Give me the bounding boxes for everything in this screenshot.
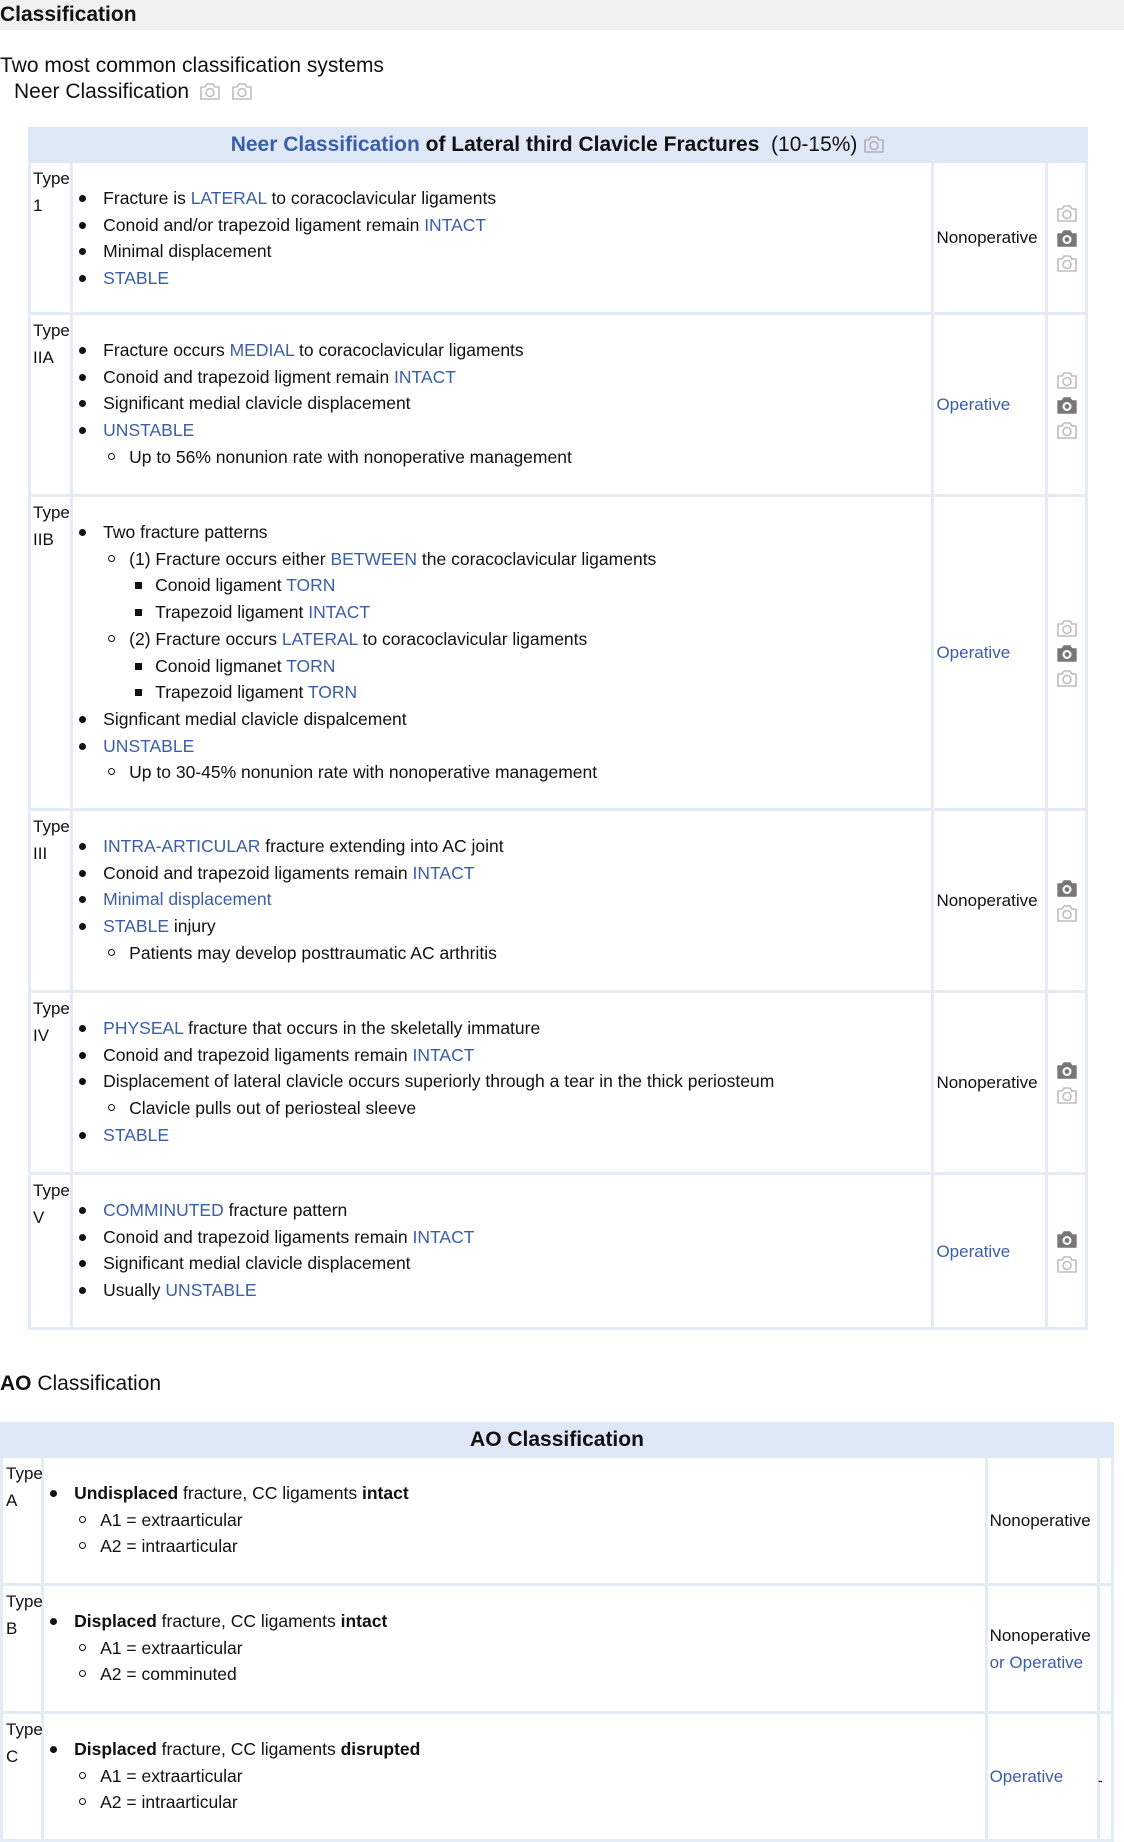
term-link[interactable]: STABLE xyxy=(103,916,169,937)
bullet-list-level-2 xyxy=(103,759,931,786)
camera-icon[interactable] xyxy=(1056,420,1078,440)
treatment-link[interactable]: Operative xyxy=(936,395,1011,414)
table-row xyxy=(30,496,1087,810)
list-item xyxy=(73,265,931,292)
item-text: A1 = extraarticular xyxy=(100,1765,243,1786)
term-link[interactable]: Minimal displacement xyxy=(103,889,272,910)
term-link[interactable]: BETWEEN xyxy=(330,548,418,569)
list-item xyxy=(103,444,931,471)
term-link[interactable]: INTACT xyxy=(424,214,487,235)
item-text: injury xyxy=(169,916,216,937)
list-item xyxy=(73,706,931,733)
bold-text: disrupted xyxy=(340,1739,421,1759)
term-link[interactable]: PHYSEAL xyxy=(103,1018,184,1038)
bullet-list-level-1 xyxy=(73,337,931,471)
list-item xyxy=(73,1197,931,1224)
neer-caption-title: of Lateral third Clavicle Fractures xyxy=(419,133,760,156)
term-link[interactable]: INTACT xyxy=(394,366,456,387)
type-label: Type C xyxy=(2,1713,43,1841)
bullet-list-level-1 xyxy=(44,1480,984,1560)
intro-text: Two most common classification systems xyxy=(0,54,384,77)
item-text: Conoid and/or trapezoid ligament remain xyxy=(103,214,425,235)
treatment-link[interactable]: Operative xyxy=(989,1767,1064,1786)
list-item xyxy=(44,1480,984,1560)
item-text: Fracture is xyxy=(103,188,191,208)
treatment-cell xyxy=(933,496,1047,810)
camera-icon[interactable] xyxy=(231,81,253,101)
term-link[interactable]: UNSTABLE xyxy=(165,1280,257,1301)
table-row xyxy=(30,992,1087,1174)
ao-table-caption: AO Classification xyxy=(2,1424,1113,1457)
description-cell xyxy=(72,992,933,1174)
camera-icon[interactable] xyxy=(1056,643,1078,663)
camera-icon[interactable] xyxy=(1056,253,1078,273)
item-text: Conoid ligmanet xyxy=(155,655,287,676)
ao-heading xyxy=(0,1372,161,1396)
list-item xyxy=(73,733,931,786)
image-icons-cell xyxy=(1047,992,1087,1174)
neer-heading xyxy=(14,80,253,104)
item-text: fracture that occurs in the skeletally immature xyxy=(183,1018,541,1038)
item-text: Usually xyxy=(103,1280,166,1301)
item-text: fracture extending into AC joint xyxy=(260,836,504,856)
list-item xyxy=(74,1533,984,1560)
list-item xyxy=(73,1015,931,1042)
type-label: Type V xyxy=(30,1174,72,1329)
neer-heading-label: Neer Classification xyxy=(14,80,190,103)
description-cell xyxy=(43,1457,986,1585)
bullet-list-level-2 xyxy=(74,1507,984,1560)
type-label: Type 1 xyxy=(30,162,72,314)
list-item xyxy=(44,1736,984,1816)
camera-icon[interactable] xyxy=(1056,370,1078,390)
item-text: Conoid and trapezoid ligaments remain xyxy=(103,1226,413,1247)
treatment-link[interactable]: Operative xyxy=(936,643,1011,662)
item-text: Significant medial clavicle displacement xyxy=(103,393,411,414)
item-text: Conoid and trapezoid ligaments remain xyxy=(103,862,413,883)
neer-table-body xyxy=(30,162,1087,1329)
camera-icon[interactable] xyxy=(1056,903,1078,923)
item-text: Conoid ligament xyxy=(155,575,287,596)
list-item xyxy=(73,337,931,364)
list-item xyxy=(74,1661,984,1688)
description-cell xyxy=(72,810,933,992)
description-cell xyxy=(43,1713,986,1841)
list-item xyxy=(73,390,931,417)
type-label: Type IIB xyxy=(30,496,72,810)
item-text: Conoid and trapezoid ligaments remain xyxy=(103,1044,413,1065)
type-label: Type B xyxy=(2,1585,43,1713)
image-icons-cell xyxy=(1047,314,1087,496)
bullet-list-level-1 xyxy=(73,1015,931,1149)
description-cell xyxy=(72,314,933,496)
bold-text: Undisplaced xyxy=(74,1483,179,1503)
treatment-text: Nonoperative xyxy=(936,891,1038,910)
list-item xyxy=(73,364,931,391)
bullet-list-level-2 xyxy=(103,940,931,967)
item-text: Minimal displacement xyxy=(103,241,272,262)
treatment-cell xyxy=(933,810,1047,992)
term-link[interactable]: TORN xyxy=(286,575,336,596)
bullet-list-level-3 xyxy=(129,653,931,706)
image-icons-cell xyxy=(1047,810,1087,992)
item-text: (1) Fracture occurs either xyxy=(129,548,331,569)
item-text: Up to 30-45% nonunion rate with nonoperative management xyxy=(129,762,598,783)
term-link[interactable]: INTACT xyxy=(308,602,371,623)
item-text: Conoid and trapezoid ligment remain xyxy=(103,366,395,387)
term-link[interactable]: LATERAL xyxy=(190,188,267,208)
table-row xyxy=(2,1585,1113,1713)
bold-text: Displaced xyxy=(74,1611,157,1631)
item-text: the coracoclavicular ligaments xyxy=(417,548,657,569)
treatment-text: Nonoperative xyxy=(936,1073,1038,1092)
type-label: Type III xyxy=(30,810,72,992)
list-item xyxy=(73,860,931,887)
image-icons-cell xyxy=(1047,162,1087,314)
term-link[interactable]: INTACT xyxy=(412,1044,475,1065)
camera-icon[interactable] xyxy=(1056,618,1078,638)
list-item xyxy=(73,1224,931,1251)
table-row xyxy=(30,1174,1087,1329)
item-text: fracture, CC ligaments xyxy=(156,1739,341,1759)
list-item xyxy=(44,1608,984,1688)
image-icons-cell xyxy=(1047,496,1087,810)
list-item xyxy=(129,679,931,706)
list-item xyxy=(73,212,931,239)
treatment-text: Nonoperative xyxy=(936,228,1038,247)
treatment-cell xyxy=(986,1457,1098,1585)
description-cell xyxy=(72,496,933,810)
item-text: A2 = intraarticular xyxy=(100,1536,238,1557)
bullet-list-level-3 xyxy=(129,572,931,625)
term-link[interactable]: STABLE xyxy=(103,1124,169,1145)
list-item xyxy=(73,1250,931,1277)
bullet-list-level-1 xyxy=(44,1736,984,1816)
item-text: (2) Fracture occurs xyxy=(129,628,282,649)
camera-icon[interactable] xyxy=(1056,395,1078,415)
treatment-cell xyxy=(986,1585,1098,1713)
treatment-text: Nonoperative xyxy=(989,1511,1091,1530)
list-item xyxy=(74,1763,984,1790)
trailing-mark: - xyxy=(1098,1772,1103,1788)
item-text: to coracoclavicular ligaments xyxy=(294,340,524,360)
item-text: Signficant medial clavicle dispalcement xyxy=(103,708,407,729)
treatment-text: Nonoperative xyxy=(989,1625,1091,1645)
camera-icon[interactable] xyxy=(1056,1085,1078,1105)
treatment-cell xyxy=(986,1713,1098,1841)
description-cell xyxy=(72,162,933,314)
list-item xyxy=(129,599,931,626)
bullet-list-level-2 xyxy=(74,1635,984,1688)
item-text: Clavicle pulls out of periosteal sleeve xyxy=(129,1098,417,1119)
bullet-list-level-1 xyxy=(73,185,931,292)
list-item xyxy=(73,238,931,265)
item-text: Trapezoid ligament xyxy=(155,602,309,623)
list-item xyxy=(73,1042,931,1069)
list-item xyxy=(73,833,931,860)
treatment-cell xyxy=(933,162,1047,314)
list-item xyxy=(73,1122,931,1149)
item-text: fracture, CC ligaments xyxy=(178,1483,362,1503)
camera-icon[interactable] xyxy=(863,134,885,154)
item-text: fracture pattern xyxy=(223,1200,348,1220)
term-link[interactable]: UNSTABLE xyxy=(103,735,195,756)
bullet-list-level-1 xyxy=(44,1608,984,1688)
bullet-list-level-2 xyxy=(103,546,931,706)
bullet-list-level-2 xyxy=(74,1763,984,1816)
treatment-cell xyxy=(933,314,1047,496)
list-item xyxy=(74,1507,984,1534)
list-item xyxy=(73,913,931,966)
term-link[interactable]: TORN xyxy=(286,655,336,676)
camera-icon[interactable] xyxy=(1056,1229,1078,1249)
treatment-cell xyxy=(933,1174,1047,1329)
list-item xyxy=(73,185,931,212)
term-link[interactable]: COMMINUTED xyxy=(103,1200,224,1220)
list-item xyxy=(103,546,931,626)
item-text: A2 = comminuted xyxy=(100,1664,237,1685)
item-text: Trapezoid ligament xyxy=(155,682,308,703)
item-text: Two fracture patterns xyxy=(103,522,268,542)
camera-icon[interactable] xyxy=(1056,1060,1078,1080)
ao-heading-rest: Classification xyxy=(31,1372,162,1395)
table-row xyxy=(2,1713,1113,1841)
neer-caption-link[interactable]: Neer Classification xyxy=(230,133,420,156)
list-item xyxy=(73,1277,931,1304)
item-text: Patients may develop posttraumatic AC arthritis xyxy=(129,942,497,963)
item-text: Up to 56% nonunion rate with nonoperative management xyxy=(129,446,572,467)
neer-classification-table xyxy=(28,127,1088,1330)
table-row xyxy=(30,810,1087,992)
camera-icon[interactable] xyxy=(1056,878,1078,898)
bullet-list-level-2 xyxy=(103,1095,931,1122)
term-link[interactable]: INTACT xyxy=(412,1226,475,1247)
description-cell xyxy=(43,1585,986,1713)
list-item xyxy=(103,759,931,786)
bullet-list-level-1 xyxy=(73,1197,931,1304)
camera-icon[interactable] xyxy=(1056,1254,1078,1274)
neer-table-caption xyxy=(30,129,1087,162)
section-title: Classification xyxy=(0,0,1124,30)
empty-cell xyxy=(1098,1457,1112,1585)
bold-text: intact xyxy=(340,1611,388,1631)
type-label: Type IV xyxy=(30,992,72,1174)
image-icons-cell xyxy=(1047,1174,1087,1329)
camera-icon[interactable] xyxy=(199,81,221,101)
list-item xyxy=(129,572,931,599)
item-text: Fracture occurs xyxy=(103,340,230,360)
item-text: fracture, CC ligaments xyxy=(156,1611,341,1631)
item-text: Significant medial clavicle displacement xyxy=(103,1253,411,1274)
term-link[interactable]: STABLE xyxy=(103,268,169,289)
term-link[interactable]: INTACT xyxy=(412,862,475,883)
list-item xyxy=(74,1789,984,1816)
bullet-list-level-2 xyxy=(103,444,931,471)
bold-text: Displaced xyxy=(74,1739,157,1759)
neer-caption-percent: (10-15%) xyxy=(759,133,858,156)
ao-classification-table xyxy=(0,1422,1114,1842)
list-item xyxy=(103,626,931,706)
camera-icon[interactable] xyxy=(1056,203,1078,223)
camera-icon[interactable] xyxy=(1056,668,1078,688)
list-item xyxy=(73,519,931,706)
term-link[interactable]: UNSTABLE xyxy=(103,420,195,441)
item-text: A2 = intraarticular xyxy=(100,1792,238,1813)
term-link[interactable]: TORN xyxy=(307,682,358,703)
treatment-link[interactable]: Operative xyxy=(936,1241,1011,1261)
term-link[interactable]: INTRA-ARTICULAR xyxy=(103,836,261,856)
term-link[interactable]: MEDIAL xyxy=(229,340,295,360)
item-text: to coracoclavicular ligaments xyxy=(357,628,588,649)
table-row xyxy=(30,162,1087,314)
item-text: A1 = extraarticular xyxy=(100,1637,243,1658)
treatment-link[interactable]: or Operative xyxy=(989,1652,1084,1672)
list-item xyxy=(73,1068,931,1121)
bullet-list-level-1 xyxy=(73,833,931,967)
treatment-cell xyxy=(933,992,1047,1174)
list-item xyxy=(73,886,931,913)
item-text: A1 = extraarticular xyxy=(100,1509,243,1530)
item-text: to coracoclavicular ligaments xyxy=(266,188,497,208)
camera-icon[interactable] xyxy=(1056,228,1078,248)
list-item xyxy=(103,940,931,967)
bullet-list-level-1 xyxy=(73,519,931,786)
table-row xyxy=(30,314,1087,496)
ao-table-body xyxy=(2,1457,1113,1841)
type-label: Type A xyxy=(2,1457,43,1585)
list-item xyxy=(74,1635,984,1662)
term-link[interactable]: LATERAL xyxy=(281,628,358,649)
description-cell xyxy=(72,1174,933,1329)
list-item xyxy=(73,417,931,470)
type-label: Type IIA xyxy=(30,314,72,496)
item-text: Displacement of lateral clavicle occurs superiorly through a tear in the thick periosteum xyxy=(103,1071,775,1092)
ao-heading-bold: AO xyxy=(0,1372,32,1395)
bold-text: intact xyxy=(361,1483,409,1503)
list-item xyxy=(129,653,931,680)
empty-cell xyxy=(1098,1585,1112,1713)
list-item xyxy=(103,1095,931,1122)
table-row xyxy=(2,1457,1113,1585)
